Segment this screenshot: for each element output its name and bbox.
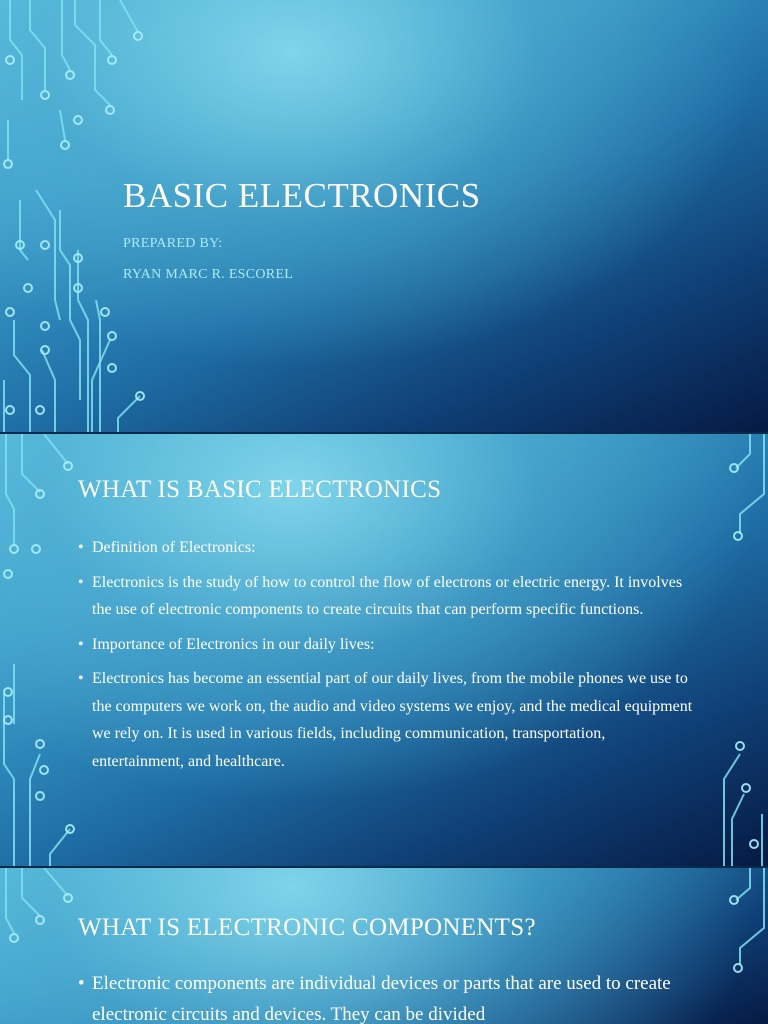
bullet-list (78, 968, 698, 1024)
bullet-list (78, 534, 698, 782)
circuit-decoration (0, 0, 160, 432)
list-item: • Definition of Electronics: (78, 534, 698, 562)
slide-electronic-components (0, 868, 768, 1024)
prepared-by-label: PREPARED BY: (123, 236, 223, 251)
slide-title (0, 0, 768, 432)
circuit-decoration-left (0, 434, 80, 866)
circuit-decoration-right (708, 868, 768, 1024)
list-item: • Electronics is the study of how to control the flow of electrons or electric energy. It involves the use of electronic components to create circuits that can perform specific functions. (78, 569, 698, 624)
author-name: RYAN MARC R. ESCOREL (123, 267, 294, 282)
slide-heading: WHAT IS BASIC ELECTRONICS (78, 476, 442, 503)
list-item: • Importance of Electronics in our daily lives: (78, 631, 698, 659)
circuit-decoration-left (0, 868, 80, 1024)
slide-title-heading: BASIC ELECTRONICS (123, 176, 481, 215)
list-item: • Electronics has become an essential part of our daily lives, from the mobile phones we use to the computers we work on, the audio and video systems we enjoy, and the medical equipment we rely on. It is used in various fields, including communication, transportation, entertainment, and healthcare. (78, 665, 698, 775)
slide-heading: WHAT IS ELECTRONIC COMPONENTS? (78, 914, 536, 941)
circuit-decoration-right (708, 434, 768, 866)
slide-basic-electronics (0, 434, 768, 866)
list-item: • Electronic components are individual devices or parts that are used to create electronic circuits and devices. They can be divided (78, 968, 698, 1024)
